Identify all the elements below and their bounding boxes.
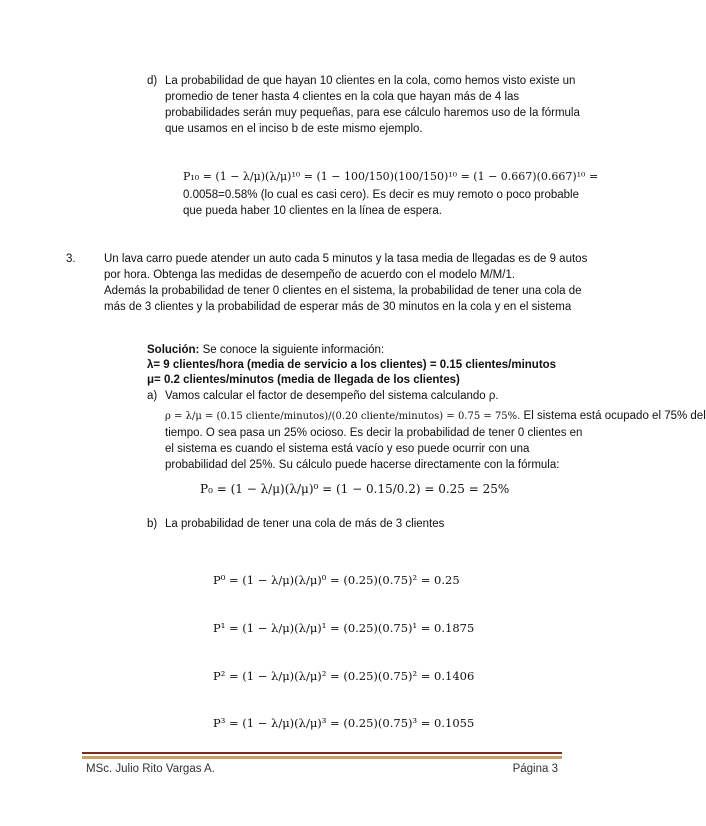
item-a-line: Vamos calcular el factor de desempeño del sistema calculando ρ. [165, 390, 499, 402]
item-d-line: probabilidades serán muy pequeñas, para ese cálculo haremos uso de la fórmula [165, 107, 580, 119]
solution-label: Solución: [147, 344, 200, 356]
footer-rule-accent [82, 756, 562, 759]
rho-formula: ρ = λ/μ = (0.15 cliente/minutos)/(0.20 cliente/minutos) = 0.75 = 75%. [165, 411, 521, 422]
footer-author: MSc. Julio Rito Vargas A. [86, 763, 215, 775]
item-d-result: que pueda haber 10 clientes en la línea de espera. [183, 205, 442, 217]
p-formula: P¹ = (1 − λ/μ)(λ/μ)¹ = (0.25)(0.75)¹ = 0.1875 [213, 621, 475, 635]
item-d-line: que usamos en el inciso b de este mismo ejemplo. [165, 123, 423, 135]
p10-formula: P₁₀ = (1 − λ/μ)(λ/μ)¹⁰ = (1 − 100/150)(100/150)¹⁰ = (1 − 0.667)(0.667)¹⁰ = [183, 170, 599, 183]
problem-line: Un lava carro puede atender un auto cada 5 minutos y la tasa media de llegadas es de 9 autos [104, 253, 588, 265]
item-d-line: La probabilidad de que hayan 10 clientes en la cola, como hemos visto existe un [165, 75, 576, 87]
item-d-line: promedio de tener hasta 4 clientes en la cola que hayan más de 4 las [165, 91, 520, 103]
problem-line: más de 3 clientes y la probabilidad de esperar más de 30 minutos en la cola y en el sistema [104, 301, 572, 313]
rho-line [165, 409, 706, 425]
problem-number: 3. [66, 253, 76, 265]
p-formula: P³ = (1 − λ/μ)(λ/μ)³ = (0.25)(0.75)³ = 0.1055 [213, 716, 475, 730]
p-formula: P⁰ = (1 − λ/μ)(λ/μ)⁰ = (0.25)(0.75)² = 0.25 [213, 573, 460, 587]
rho-text: El sistema está ocupado el 75% del [520, 410, 706, 422]
item-d-marker: d) [147, 75, 158, 87]
p-formula: P² = (1 − λ/μ)(λ/μ)² = (0.25)(0.75)² = 0.1406 [213, 669, 475, 683]
mu-line: μ= 0.2 clientes/minutos (media de llegada de los clientes) [147, 374, 460, 386]
problem-line: Además la probabilidad de tener 0 clientes en el sistema, la probabilidad de tener una cola de [104, 285, 582, 297]
problem-line: por hora. Obtenga las medidas de desempeño de acuerdo con el modelo M/M/1. [104, 269, 516, 281]
item-a-line: probabilidad del 25%. Su cálculo puede hacerse directamente con la fórmula: [165, 459, 560, 471]
item-b-marker: b) [147, 518, 158, 530]
solution-intro [147, 343, 384, 359]
footer-rule [82, 752, 562, 754]
item-d-result: 0.0058=0.58% (lo cual es casi cero). Es decir es muy remoto o poco probable [183, 189, 580, 201]
item-b-line: La probabilidad de tener una cola de más de 3 clientes [165, 518, 445, 530]
item-a-line: tiempo. O sea pasa un 25% ocioso. Es decir la probabilidad de tener 0 clientes en [165, 427, 583, 439]
p0-formula: P₀ = (1 − λ/μ)(λ/μ)⁰ = (1 − 0.15/0.2) = 0.25 = 25% [200, 482, 510, 496]
item-a-line: el sistema es cuando el sistema está vacío y eso puede ocurrir con una [165, 443, 530, 455]
solution-intro-text: Se conoce la siguiente información: [199, 344, 385, 356]
lambda-line: λ= 9 clientes/hora (media de servicio a los clientes) = 0.15 clientes/minutos [147, 359, 557, 371]
footer-page: Página 3 [512, 763, 558, 775]
item-a-marker: a) [147, 390, 158, 402]
